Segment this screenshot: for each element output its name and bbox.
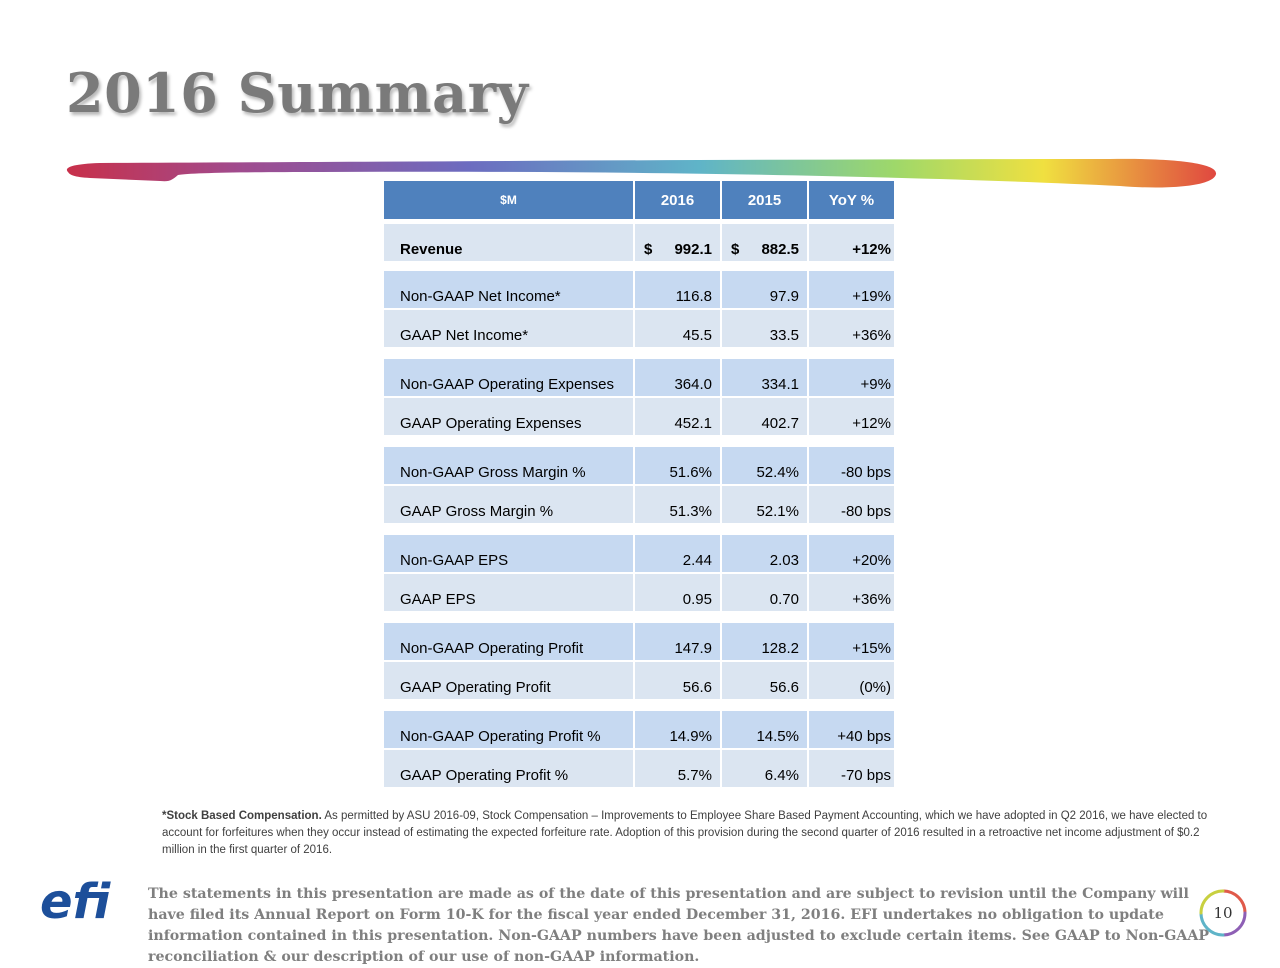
row-value-2015: $ 882.5 bbox=[722, 224, 809, 261]
row-value-2016: 51.6% bbox=[635, 447, 722, 484]
table-row bbox=[384, 398, 896, 435]
row-yoy: +20% bbox=[809, 535, 896, 572]
row-label: Non-GAAP Gross Margin % bbox=[384, 447, 635, 484]
footnote bbox=[162, 808, 1222, 859]
row-value-2015: 52.4% bbox=[722, 447, 809, 484]
row-value-2015: 14.5% bbox=[722, 711, 809, 748]
svg-text:efi: efi bbox=[40, 874, 111, 926]
footnote-body: As permitted by ASU 2016-09, Stock Compensation – Improvements to Employee Share Based Payment Accounting, which we have adopted in Q2 2016, we have elected to account for forfeitures when they occur instead of estimating the expected forfeiture rate. Adoption of this provision during the second quarter of 2016 resulted in a retroactive net income adjustment of $0.2 million in the first quarter of 2016. bbox=[162, 810, 1208, 856]
row-value-2016: $ 992.1 bbox=[635, 224, 722, 261]
row-value-2016: 14.9% bbox=[635, 711, 722, 748]
row-label: Non-GAAP EPS bbox=[384, 535, 635, 572]
table-row bbox=[384, 711, 896, 748]
header-2016: 2016 bbox=[635, 181, 722, 219]
row-label: GAAP EPS bbox=[384, 574, 635, 611]
row-label: GAAP Operating Expenses bbox=[384, 398, 635, 435]
row-yoy: (0%) bbox=[809, 662, 896, 699]
row-label: Non-GAAP Operating Profit % bbox=[384, 711, 635, 748]
row-yoy: +9% bbox=[809, 359, 896, 396]
row-yoy: -80 bps bbox=[809, 486, 896, 523]
table-row bbox=[384, 310, 896, 347]
currency-symbol: $ bbox=[644, 241, 653, 258]
row-value-2016: 452.1 bbox=[635, 398, 722, 435]
row-yoy: +36% bbox=[809, 310, 896, 347]
row-value-2015: 97.9 bbox=[722, 271, 809, 308]
row-value-2016: 0.95 bbox=[635, 574, 722, 611]
table-row bbox=[384, 447, 896, 484]
table-row bbox=[384, 224, 896, 261]
row-yoy: -80 bps bbox=[809, 447, 896, 484]
header-2015: 2015 bbox=[722, 181, 809, 219]
currency-symbol: $ bbox=[731, 241, 740, 258]
row-value-2015: 52.1% bbox=[722, 486, 809, 523]
row-value-2016: 45.5 bbox=[635, 310, 722, 347]
row-label: GAAP Net Income* bbox=[384, 310, 635, 347]
row-label: GAAP Operating Profit % bbox=[384, 750, 635, 787]
table-row bbox=[384, 750, 896, 787]
row-label: Non-GAAP Operating Profit bbox=[384, 623, 635, 660]
row-label: Revenue bbox=[384, 224, 635, 261]
page-number-badge bbox=[1196, 886, 1250, 940]
table-row bbox=[384, 486, 896, 523]
row-value-2015: 0.70 bbox=[722, 574, 809, 611]
row-yoy: +19% bbox=[809, 271, 896, 308]
row-yoy: -70 bps bbox=[809, 750, 896, 787]
row-value-2016: 116.8 bbox=[635, 271, 722, 308]
table-row bbox=[384, 535, 896, 572]
efi-logo bbox=[38, 874, 130, 926]
table-header-row bbox=[384, 181, 896, 219]
row-value-2016: 51.3% bbox=[635, 486, 722, 523]
row-value-2015: 33.5 bbox=[722, 310, 809, 347]
header-unit: $M bbox=[384, 181, 635, 219]
row-value-2015: 402.7 bbox=[722, 398, 809, 435]
table-row bbox=[384, 574, 896, 611]
row-value-2016: 5.7% bbox=[635, 750, 722, 787]
row-value-2016: 147.9 bbox=[635, 623, 722, 660]
row-label: GAAP Gross Margin % bbox=[384, 486, 635, 523]
row-value-2016: 2.44 bbox=[635, 535, 722, 572]
table-row bbox=[384, 623, 896, 660]
row-value-2015: 128.2 bbox=[722, 623, 809, 660]
row-yoy: +40 bps bbox=[809, 711, 896, 748]
row-yoy: +12% bbox=[809, 398, 896, 435]
disclaimer-text: The statements in this presentation are made as of the date of this presentation and are subject to revision until the Company will have filed its Annual Report on Form 10-K for the fiscal year ended December 31, 2016. EFI undertakes no obligation to update information contained in this presentation. Non-GAAP numbers have been adjusted to exclude certain items. See GAAP to Non-GAAP reconciliation & our description of our use of non-GAAP information. bbox=[148, 886, 1210, 965]
table-row bbox=[384, 662, 896, 699]
row-value-2015: 2.03 bbox=[722, 535, 809, 572]
row-value-2015: 56.6 bbox=[722, 662, 809, 699]
slide-title: 2016 Summary bbox=[66, 61, 529, 125]
row-value-2016: 56.6 bbox=[635, 662, 722, 699]
row-label: GAAP Operating Profit bbox=[384, 662, 635, 699]
row-value-2015: 6.4% bbox=[722, 750, 809, 787]
table-row bbox=[384, 359, 896, 396]
row-yoy: +36% bbox=[809, 574, 896, 611]
table-row bbox=[384, 271, 896, 308]
row-label: Non-GAAP Net Income* bbox=[384, 271, 635, 308]
footnote-lead: *Stock Based Compensation. bbox=[162, 810, 322, 822]
row-yoy: +15% bbox=[809, 623, 896, 660]
row-yoy: +12% bbox=[809, 224, 896, 261]
page-number: 10 bbox=[1213, 904, 1233, 922]
header-yoy: YoY % bbox=[809, 181, 896, 219]
row-value-2015: 334.1 bbox=[722, 359, 809, 396]
row-label: Non-GAAP Operating Expenses bbox=[384, 359, 635, 396]
row-value-2016: 364.0 bbox=[635, 359, 722, 396]
